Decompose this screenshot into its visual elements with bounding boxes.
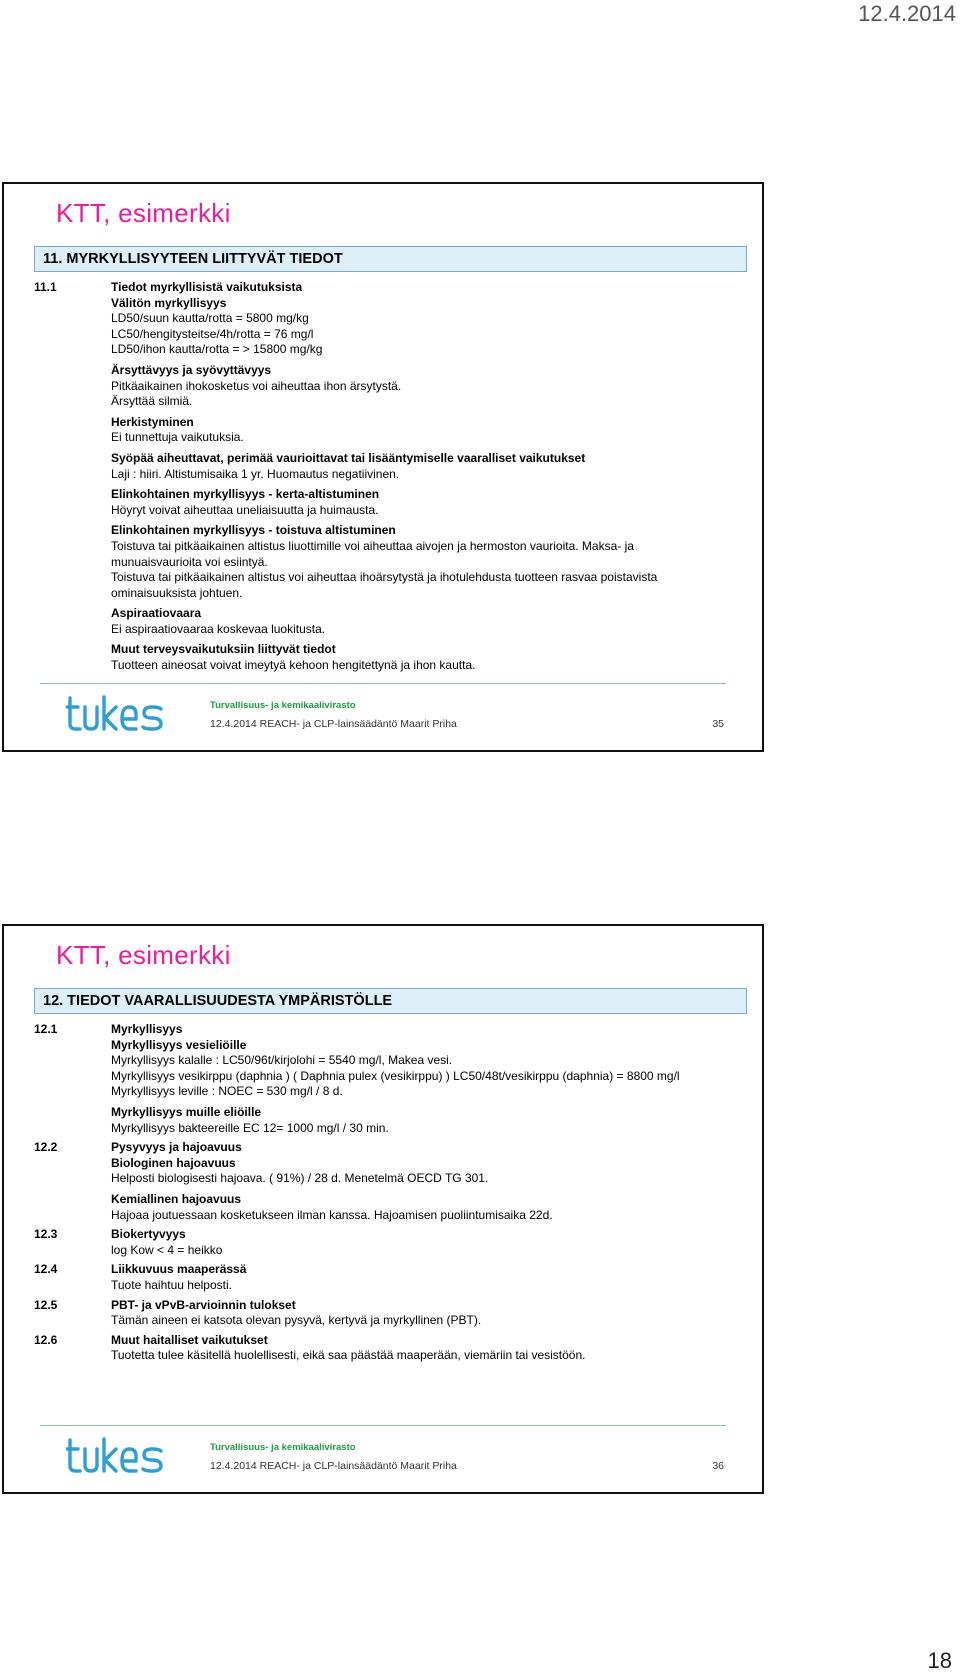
footer-divider <box>40 1425 726 1426</box>
content-line: Myrkyllisyys kalalle : LC50/96t/kirjolohi = 5540 mg/l, Makea vesi. <box>111 1053 453 1068</box>
content-line: ominaisuuksista johtuen. <box>111 585 243 600</box>
content-line: log Kow < 4 = heikko <box>111 1242 223 1257</box>
section-subheading: PBT- ja vPvB-arvioinnin tulokset <box>111 1297 296 1312</box>
section-subheading: Biologinen hajoavuus <box>111 1155 236 1170</box>
subsection-number: 12.1 <box>34 1022 58 1036</box>
subsection-body <box>111 1022 754 1136</box>
section-subheading: Muut terveysvaikutuksiin liittyvät tiedot <box>111 642 336 657</box>
agency-name: Turvallisuus- ja kemikaalivirasto <box>210 700 356 711</box>
subsection-body <box>111 1140 754 1223</box>
subsection-block <box>34 280 754 674</box>
content-line: Ei aspiraatiovaaraa koskevaa luokitusta. <box>111 621 326 636</box>
content-line: Tuotetta tulee käsitellä huolellisesti, eikä saa päästää maaperään, viemäriin tai vesistöön. <box>111 1348 586 1363</box>
subsection-body <box>111 1333 754 1364</box>
subsection-number: 12.6 <box>34 1332 58 1347</box>
content-line: Tuotteen aineosat voivat imeytyä kehoon hengitettynä ja ihon kautta. <box>111 658 476 673</box>
subsection-body <box>111 1227 754 1258</box>
subsection-number: 11.1 <box>34 280 57 294</box>
page-number: 18 <box>927 1648 952 1673</box>
section-subheading: Elinkohtainen myrkyllisyys - kerta-altistuminen <box>111 487 380 502</box>
tukes-logo <box>66 694 166 732</box>
section-subheading: Tiedot myrkyllisistä vaikutuksista <box>111 280 303 294</box>
subsection-number: 12.3 <box>34 1227 58 1242</box>
sds-content <box>34 1022 754 1368</box>
content-line: Ei tunnettuja vaikutuksia. <box>111 430 244 445</box>
content-line: Höyryt voivat aiheuttaa uneliaisuutta ja huimausta. <box>111 502 379 517</box>
section-subheading: Syöpää aiheuttavat, perimää vaurioittavat tai lisääntymiselle vaaralliset vaikutukset <box>111 450 586 465</box>
slide-title: KTT, esimerkki <box>56 940 231 970</box>
subsection-number: 12.4 <box>34 1262 58 1277</box>
content-line: Myrkyllisyys leville : NOEC = 530 mg/l / 8 d. <box>111 1084 343 1099</box>
content-line: Toistuva tai pitkäaikainen altistus voi aiheuttaa ihoärsytystä ja ihotulehdusta tuotteen rasvaa poistavista <box>111 570 658 585</box>
subsection-body <box>111 1298 754 1329</box>
content-line: LC50/hengitysteitse/4h/rotta = 76 mg/l <box>111 326 314 341</box>
section-subheading: Liikkuvuus maaperässä <box>111 1262 247 1277</box>
subsection-block <box>34 1298 754 1329</box>
content-line: Hajoaa joutuessaan kosketukseen ilman kanssa. Hajoamisen puoliintumisaika 22d. <box>111 1207 553 1222</box>
section-subheading: Välitön myrkyllisyys <box>111 295 227 310</box>
subsection-number: 12.2 <box>34 1140 58 1155</box>
subsection-block <box>34 1140 754 1223</box>
subsection-body <box>111 1262 754 1293</box>
content-line: Toistuva tai pitkäaikainen altistus liuottimille voi aiheuttaa aivojen ja hermoston vaurioita. Maksa- ja <box>111 538 634 553</box>
content-line: Pitkäaikainen ihokosketus voi aiheuttaa ihon ärsytystä. <box>111 378 402 393</box>
subsection-block <box>34 1022 754 1136</box>
slide-number: 35 <box>712 718 724 730</box>
page-date: 12.4.2014 <box>858 1 956 26</box>
section-subheading: Myrkyllisyys vesieliöille <box>111 1037 247 1052</box>
content-line: LD50/ihon kautta/rotta = > 15800 mg/kg <box>111 342 323 357</box>
section-subheading: Biokertyvyys <box>111 1227 186 1242</box>
section-subheading: Ärsyttävyys ja syövyttävyys <box>111 362 272 377</box>
section-subheading: Muut haitalliset vaikutukset <box>111 1332 268 1347</box>
sds-content <box>34 280 754 678</box>
slide-number: 36 <box>712 1460 724 1472</box>
subsection-block <box>34 1262 754 1293</box>
content-line: Laji : hiiri. Altistumisaika 1 yr. Huomautus negatiivinen. <box>111 466 400 481</box>
subsection-number: 12.5 <box>34 1297 58 1312</box>
section-heading: 11. MYRKYLLISYYTEEN LIITTYVÄT TIEDOT <box>34 246 747 272</box>
subsection-block <box>34 1333 754 1364</box>
footer-divider <box>40 683 726 684</box>
section-subheading: Aspiraatiovaara <box>111 606 202 621</box>
section-subheading: Elinkohtainen myrkyllisyys - toistuva altistuminen <box>111 523 396 538</box>
tukes-logo <box>66 1436 166 1474</box>
content-line: Myrkyllisyys bakteereille EC 12= 1000 mg/l / 30 min. <box>111 1120 389 1135</box>
slide-title: KTT, esimerkki <box>56 198 231 228</box>
section-subheading: Pysyvyys ja hajoavuus <box>111 1140 242 1155</box>
section-subheading: Kemiallinen hajoavuus <box>111 1191 242 1206</box>
footer-text: 12.4.2014 REACH- ja CLP-lainsäädäntö Maarit Priha <box>210 1460 457 1472</box>
content-line: Tämän aineen ei katsota olevan pysyvä, kertyvä ja myrkyllinen (PBT). <box>111 1313 482 1328</box>
subsection-body <box>111 280 754 674</box>
footer-text: 12.4.2014 REACH- ja CLP-lainsäädäntö Maarit Priha <box>210 718 457 730</box>
slide-35 <box>2 182 764 752</box>
content-line: Helposti biologisesti hajoava. ( 91%) / 28 d. Menetelmä OECD TG 301. <box>111 1171 489 1186</box>
agency-name: Turvallisuus- ja kemikaalivirasto <box>210 1442 356 1453</box>
section-subheading: Myrkyllisyys muille eliöille <box>111 1104 262 1119</box>
content-line: Tuote haihtuu helposti. <box>111 1277 232 1292</box>
section-subheading: Myrkyllisyys <box>111 1022 183 1036</box>
content-line: munuaisvaurioita voi esiintyä. <box>111 554 268 569</box>
subsection-block <box>34 1227 754 1258</box>
content-line: LD50/suun kautta/rotta = 5800 mg/kg <box>111 311 309 326</box>
section-subheading: Herkistyminen <box>111 414 194 429</box>
content-line: Ärsyttää silmiä. <box>111 394 193 409</box>
content-line: Myrkyllisyys vesikirppu (daphnia ) ( Daphnia pulex (vesikirppu) ) LC50/48t/vesikirppu (daphnia) = 8800 mg/l <box>111 1068 680 1083</box>
slide-36 <box>2 924 764 1494</box>
section-heading: 12. TIEDOT VAARALLISUUDESTA YMPÄRISTÖLLE <box>34 988 747 1014</box>
